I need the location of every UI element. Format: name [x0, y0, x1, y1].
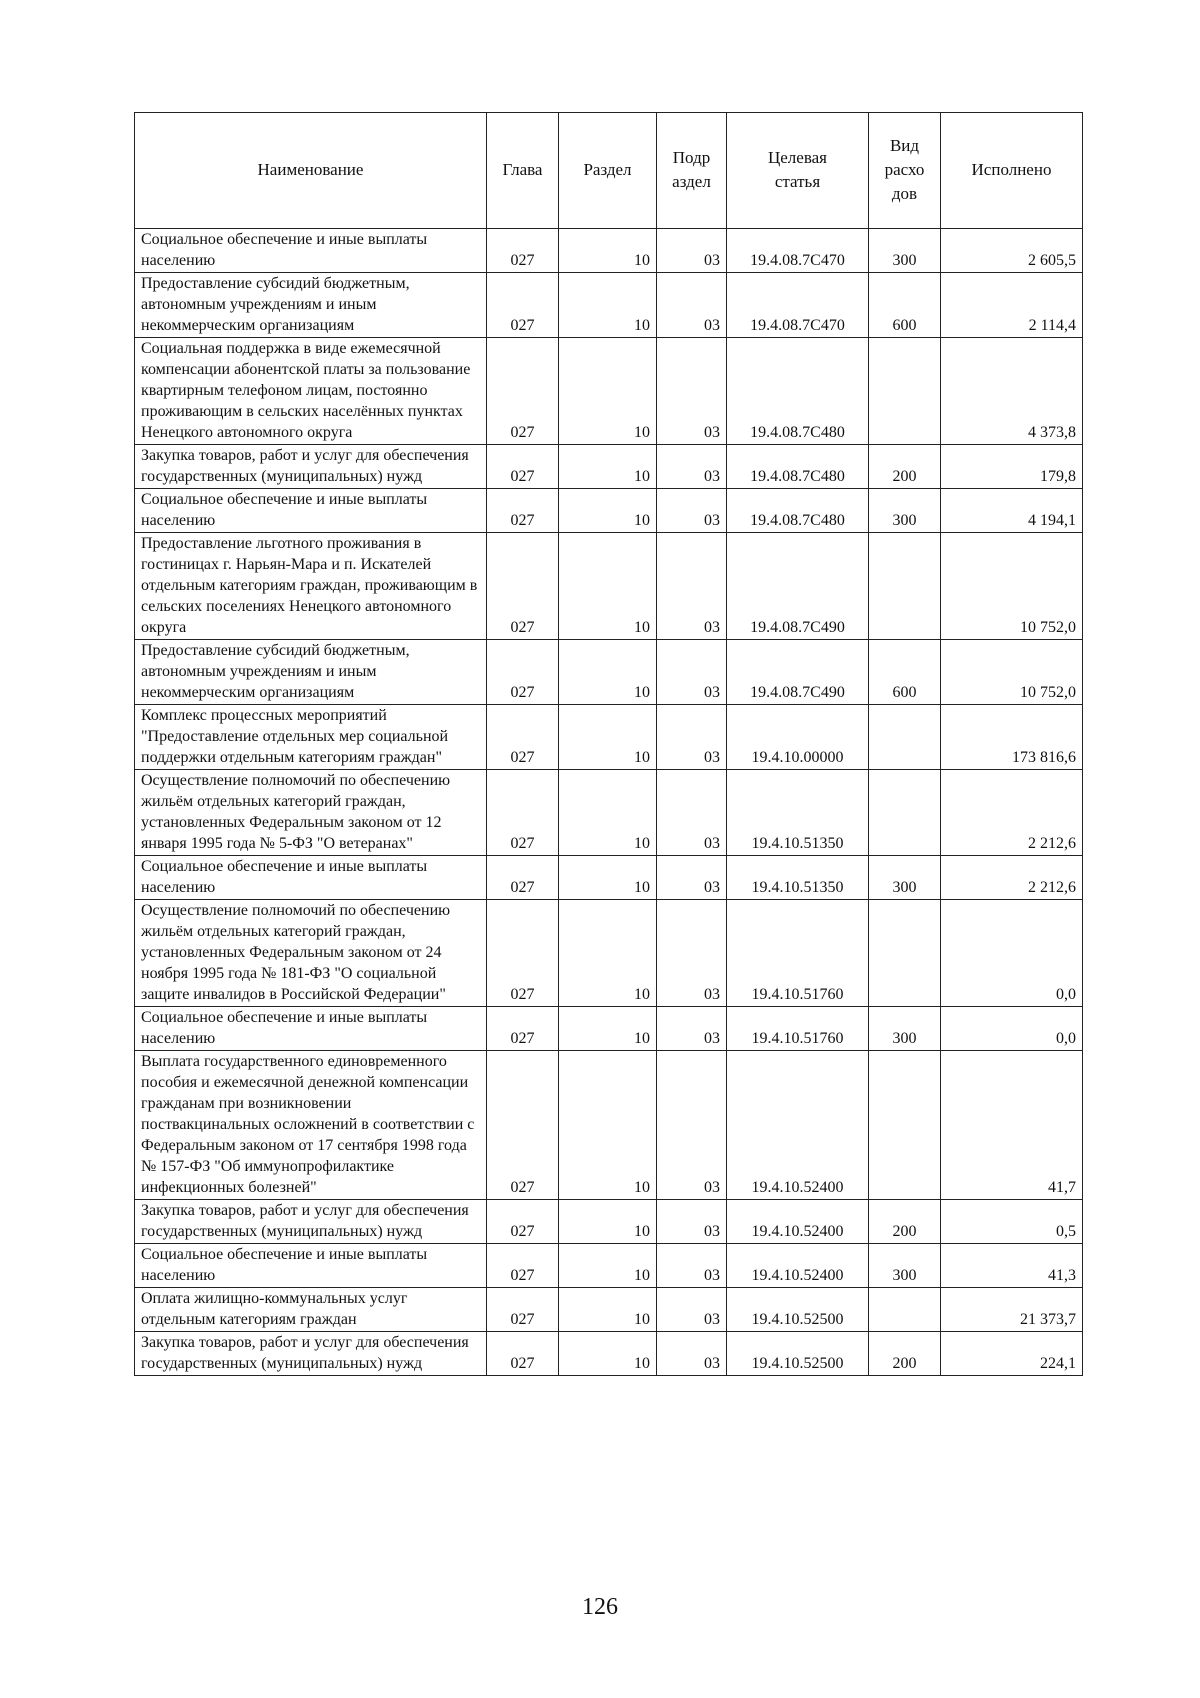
- cell-target-article: 19.4.08.7С480: [727, 445, 869, 489]
- cell-target-article: 19.4.08.7С470: [727, 229, 869, 273]
- cell-executed: 10 752,0: [941, 640, 1083, 705]
- table-row: [135, 533, 1083, 640]
- table-row: [135, 1332, 1083, 1376]
- cell-executed: 2 212,6: [941, 770, 1083, 856]
- cell-expense-type: 300: [869, 1244, 941, 1288]
- cell-name: Социальное обеспечение и иные выплаты населению: [135, 1007, 487, 1051]
- cell-podrazdel: 03: [657, 1244, 727, 1288]
- cell-podrazdel: 03: [657, 1332, 727, 1376]
- table-row: [135, 1244, 1083, 1288]
- table-row: [135, 705, 1083, 770]
- cell-glava: 027: [487, 229, 559, 273]
- cell-razdel: 10: [559, 1007, 657, 1051]
- cell-razdel: 10: [559, 640, 657, 705]
- cell-executed: 10 752,0: [941, 533, 1083, 640]
- cell-razdel: 10: [559, 770, 657, 856]
- cell-razdel: 10: [559, 489, 657, 533]
- cell-target-article: 19.4.10.52400: [727, 1244, 869, 1288]
- table-body: [135, 229, 1083, 1376]
- cell-executed: 224,1: [941, 1332, 1083, 1376]
- header-expense-type: Вид расхо дов: [869, 113, 941, 229]
- header-target-article: Целевая статья: [727, 113, 869, 229]
- cell-glava: 027: [487, 640, 559, 705]
- cell-glava: 027: [487, 900, 559, 1007]
- cell-name: Предоставление субсидий бюджетным, автономным учреждениям и иным некоммерческим организациям: [135, 273, 487, 338]
- cell-target-article: 19.4.10.51350: [727, 856, 869, 900]
- cell-name: Предоставление льготного проживания в гостиницах г. Нарьян-Мара и п. Искателей отдельным категориям граждан, проживающим в сельских поселениях Ненецкого автономного округа: [135, 533, 487, 640]
- cell-podrazdel: 03: [657, 533, 727, 640]
- cell-executed: 0,0: [941, 1007, 1083, 1051]
- cell-name: Закупка товаров, работ и услуг для обеспечения государственных (муниципальных) нужд: [135, 1200, 487, 1244]
- cell-expense-type: 200: [869, 1332, 941, 1376]
- cell-razdel: 10: [559, 338, 657, 445]
- cell-target-article: 19.4.10.00000: [727, 705, 869, 770]
- cell-expense-type: 600: [869, 640, 941, 705]
- cell-executed: 179,8: [941, 445, 1083, 489]
- cell-razdel: 10: [559, 1288, 657, 1332]
- cell-glava: 027: [487, 1332, 559, 1376]
- cell-name: Закупка товаров, работ и услуг для обеспечения государственных (муниципальных) нужд: [135, 445, 487, 489]
- cell-executed: 2 114,4: [941, 273, 1083, 338]
- cell-glava: 027: [487, 273, 559, 338]
- cell-target-article: 19.4.08.7С480: [727, 489, 869, 533]
- cell-razdel: 10: [559, 900, 657, 1007]
- cell-glava: 027: [487, 1200, 559, 1244]
- cell-executed: 2 212,6: [941, 856, 1083, 900]
- cell-target-article: 19.4.08.7С490: [727, 533, 869, 640]
- cell-podrazdel: 03: [657, 273, 727, 338]
- cell-podrazdel: 03: [657, 640, 727, 705]
- cell-podrazdel: 03: [657, 338, 727, 445]
- cell-podrazdel: 03: [657, 1051, 727, 1200]
- cell-name: Социальное обеспечение и иные выплаты населению: [135, 856, 487, 900]
- cell-expense-type: [869, 1288, 941, 1332]
- cell-target-article: 19.4.10.52500: [727, 1288, 869, 1332]
- cell-target-article: 19.4.10.51760: [727, 1007, 869, 1051]
- cell-expense-type: 300: [869, 229, 941, 273]
- cell-podrazdel: 03: [657, 229, 727, 273]
- header-glava: Глава: [487, 113, 559, 229]
- cell-podrazdel: 03: [657, 1007, 727, 1051]
- cell-podrazdel: 03: [657, 1288, 727, 1332]
- cell-razdel: 10: [559, 273, 657, 338]
- cell-target-article: 19.4.10.51350: [727, 770, 869, 856]
- cell-razdel: 10: [559, 533, 657, 640]
- cell-razdel: 10: [559, 1332, 657, 1376]
- cell-razdel: 10: [559, 1051, 657, 1200]
- cell-glava: 027: [487, 1244, 559, 1288]
- table-row: [135, 1200, 1083, 1244]
- cell-glava: 027: [487, 1051, 559, 1200]
- cell-podrazdel: 03: [657, 705, 727, 770]
- table-row: [135, 1051, 1083, 1200]
- table-header-row: [135, 113, 1083, 229]
- cell-glava: 027: [487, 445, 559, 489]
- table-row: [135, 229, 1083, 273]
- cell-name: Комплекс процессных мероприятий "Предоставление отдельных мер социальной поддержки отдельным категориям граждан": [135, 705, 487, 770]
- cell-target-article: 19.4.10.52400: [727, 1200, 869, 1244]
- cell-expense-type: 600: [869, 273, 941, 338]
- cell-razdel: 10: [559, 1244, 657, 1288]
- cell-razdel: 10: [559, 445, 657, 489]
- cell-executed: 41,3: [941, 1244, 1083, 1288]
- cell-expense-type: 300: [869, 1007, 941, 1051]
- cell-glava: 027: [487, 1288, 559, 1332]
- cell-target-article: 19.4.10.51760: [727, 900, 869, 1007]
- cell-podrazdel: 03: [657, 770, 727, 856]
- cell-expense-type: [869, 770, 941, 856]
- cell-glava: 027: [487, 770, 559, 856]
- cell-expense-type: [869, 533, 941, 640]
- cell-executed: 0,0: [941, 900, 1083, 1007]
- cell-executed: 21 373,7: [941, 1288, 1083, 1332]
- cell-name: Социальное обеспечение и иные выплаты населению: [135, 489, 487, 533]
- table-row: [135, 900, 1083, 1007]
- cell-expense-type: [869, 338, 941, 445]
- cell-expense-type: [869, 705, 941, 770]
- cell-name: Осуществление полномочий по обеспечению жильём отдельных категорий граждан, установленных Федеральным законом от 12 января 1995 года № 5-ФЗ "О ветеранах": [135, 770, 487, 856]
- cell-name: Оплата жилищно-коммунальных услуг отдельным категориям граждан: [135, 1288, 487, 1332]
- cell-glava: 027: [487, 533, 559, 640]
- cell-razdel: 10: [559, 705, 657, 770]
- table-row: [135, 445, 1083, 489]
- cell-executed: 41,7: [941, 1051, 1083, 1200]
- cell-target-article: 19.4.10.52400: [727, 1051, 869, 1200]
- cell-glava: 027: [487, 705, 559, 770]
- cell-target-article: 19.4.08.7С490: [727, 640, 869, 705]
- cell-expense-type: 300: [869, 856, 941, 900]
- cell-glava: 027: [487, 1007, 559, 1051]
- cell-executed: 4 373,8: [941, 338, 1083, 445]
- header-name: Наименование: [135, 113, 487, 229]
- table-row: [135, 770, 1083, 856]
- cell-name: Социальная поддержка в виде ежемесячной компенсации абонентской платы за пользование квартирным телефоном лицам, постоянно проживающим в сельских населённых пунктах Ненецкого автономного округа: [135, 338, 487, 445]
- cell-name: Социальное обеспечение и иные выплаты населению: [135, 1244, 487, 1288]
- table-row: [135, 856, 1083, 900]
- table-row: [135, 338, 1083, 445]
- cell-razdel: 10: [559, 1200, 657, 1244]
- cell-razdel: 10: [559, 229, 657, 273]
- cell-expense-type: [869, 1051, 941, 1200]
- cell-executed: 0,5: [941, 1200, 1083, 1244]
- cell-glava: 027: [487, 489, 559, 533]
- budget-execution-table: [134, 112, 1083, 1376]
- cell-podrazdel: 03: [657, 900, 727, 1007]
- page-number: 126: [582, 1594, 618, 1620]
- cell-glava: 027: [487, 856, 559, 900]
- cell-podrazdel: 03: [657, 856, 727, 900]
- header-podrazdel: Подр аздел: [657, 113, 727, 229]
- cell-glava: 027: [487, 338, 559, 445]
- cell-executed: 173 816,6: [941, 705, 1083, 770]
- cell-target-article: 19.4.08.7С480: [727, 338, 869, 445]
- cell-executed: 2 605,5: [941, 229, 1083, 273]
- cell-name: Выплата государственного единовременного пособия и ежемесячной денежной компенсации гражданам при возникновении поствакцинальных осложнений в соответствии с Федеральным законом от 17 сентября 1998 года № 157-ФЗ "Об иммунопрофилактике инфекционных болезней": [135, 1051, 487, 1200]
- cell-podrazdel: 03: [657, 1200, 727, 1244]
- header-executed: Исполнено: [941, 113, 1083, 229]
- table-row: [135, 489, 1083, 533]
- cell-name: Социальное обеспечение и иные выплаты населению: [135, 229, 487, 273]
- cell-target-article: 19.4.10.52500: [727, 1332, 869, 1376]
- cell-name: Закупка товаров, работ и услуг для обеспечения государственных (муниципальных) нужд: [135, 1332, 487, 1376]
- table-row: [135, 273, 1083, 338]
- table-row: [135, 1007, 1083, 1051]
- header-razdel: Раздел: [559, 113, 657, 229]
- cell-expense-type: 300: [869, 489, 941, 533]
- cell-name: Предоставление субсидий бюджетным, автономным учреждениям и иным некоммерческим организациям: [135, 640, 487, 705]
- cell-expense-type: 200: [869, 445, 941, 489]
- table-row: [135, 640, 1083, 705]
- cell-podrazdel: 03: [657, 445, 727, 489]
- cell-executed: 4 194,1: [941, 489, 1083, 533]
- table-row: [135, 1288, 1083, 1332]
- cell-podrazdel: 03: [657, 489, 727, 533]
- cell-target-article: 19.4.08.7С470: [727, 273, 869, 338]
- cell-razdel: 10: [559, 856, 657, 900]
- cell-expense-type: 200: [869, 1200, 941, 1244]
- cell-expense-type: [869, 900, 941, 1007]
- cell-name: Осуществление полномочий по обеспечению жильём отдельных категорий граждан, установленных Федеральным законом от 24 ноября 1995 года № 181-ФЗ "О социальной защите инвалидов в Российской Федерации": [135, 900, 487, 1007]
